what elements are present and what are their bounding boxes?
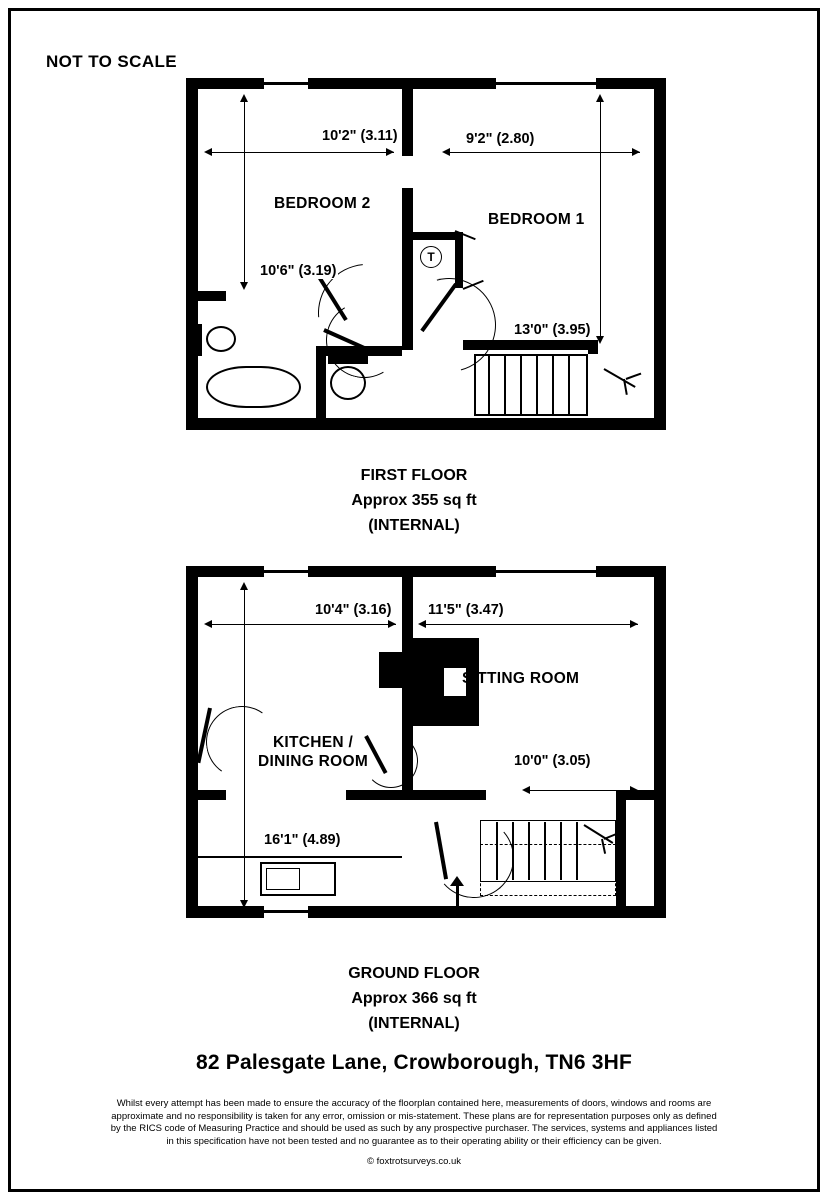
window-top-2-g xyxy=(496,570,596,573)
basin-pedestal xyxy=(192,324,202,356)
not-to-scale-label: NOT TO SCALE xyxy=(46,52,178,71)
wall-right-g xyxy=(654,566,666,918)
dim-line-h-2 xyxy=(444,152,640,153)
dim-label-11-5: 11'5" (3.47) xyxy=(428,602,504,618)
room-label-kitchen-line1: KITCHEN / xyxy=(272,734,354,751)
staircase xyxy=(474,354,588,416)
wall-right xyxy=(654,78,666,430)
wall-bottom-left-g xyxy=(186,906,264,918)
first-floor-internal: (INTERNAL) xyxy=(368,517,460,534)
dim-arrowhead-bot-g1 xyxy=(240,900,248,908)
wall-internal-vertical-2 xyxy=(402,188,413,278)
dim-label-16-1: 16'1" (4.89) xyxy=(264,832,341,848)
stair-step xyxy=(568,356,570,414)
dim-arrowhead-left-2 xyxy=(442,148,450,156)
dim-label-10-6: 10'6" (3.19) xyxy=(260,263,337,279)
dim-arrowhead-right-g1 xyxy=(388,620,396,628)
ground-floor-name: GROUND FLOOR xyxy=(348,965,480,982)
room-label-sitting-room: SITTING ROOM xyxy=(462,670,580,687)
understairs-cupboard xyxy=(480,844,616,896)
basin-fitting xyxy=(206,326,236,352)
dim-label-10-4: 10'4" (3.16) xyxy=(315,602,392,618)
website-credit: © foxtrotsurveys.co.uk xyxy=(366,1156,462,1167)
wall-hall-div xyxy=(346,790,486,800)
stair-step xyxy=(520,356,522,414)
first-floor-plan xyxy=(186,78,666,430)
dim-label-13-0: 13'0" (3.95) xyxy=(514,322,591,338)
dim-arrowhead-top-g1 xyxy=(240,582,248,590)
dim-line-h-1 xyxy=(206,152,394,153)
dim-line-v-g1 xyxy=(244,584,245,906)
wall-hall-left xyxy=(186,790,226,800)
thermostat-icon: T xyxy=(420,246,442,268)
dim-arrowhead-right-g3 xyxy=(630,786,638,794)
dim-line-v-1 xyxy=(244,96,245,288)
wall-bottom-right-g xyxy=(486,906,666,918)
wall-hall-vert xyxy=(616,790,626,906)
room-label-bedroom-1: BEDROOM 1 xyxy=(488,211,585,228)
dim-label-10-2: 10'2" (3.11) xyxy=(322,128,398,144)
disclaimer-line-2: approximate and no responsibility is taken for any error, omission or mis-statement. These plans are for representation purposes only as defined xyxy=(111,1110,717,1122)
dim-arrowhead-right-1 xyxy=(386,148,394,156)
stair-arrow-head-a xyxy=(626,373,642,380)
dim-label-9-2: 9'2" (2.80) xyxy=(466,131,535,147)
window-top-1-g xyxy=(264,570,308,573)
room-label-bedroom-2: BEDROOM 2 xyxy=(274,195,371,212)
dim-arrowhead-top-2 xyxy=(596,94,604,102)
first-floor-area: Approx 355 sq ft xyxy=(351,492,477,509)
dim-line-h-g2 xyxy=(420,624,638,625)
first-floor-caption xyxy=(0,463,828,538)
dim-arrowhead-top-1 xyxy=(240,94,248,102)
wall-left xyxy=(186,78,198,430)
chimney-extension xyxy=(379,652,415,688)
wall-bathroom-top xyxy=(186,291,226,301)
disclaimer-line-1: Whilst every attempt has been made to ensure the accuracy of the floorplan contained here, measurements of doors, windows and rooms are xyxy=(116,1098,712,1109)
dim-label-10-0: 10'0" (3.05) xyxy=(514,753,591,769)
room-label-kitchen-dining xyxy=(258,733,368,771)
dim-arrowhead-left-g3 xyxy=(522,786,530,794)
property-address: 82 Palesgate Lane, Crowborough, TN6 3HF xyxy=(195,1051,633,1074)
ground-floor-area: Approx 366 sq ft xyxy=(351,990,477,1007)
ground-floor-internal: (INTERNAL) xyxy=(368,1015,460,1032)
dim-line-h-g1 xyxy=(206,624,396,625)
dim-arrowhead-right-g2 xyxy=(630,620,638,628)
bath-fitting xyxy=(206,366,301,408)
disclaimer xyxy=(60,1098,768,1148)
dim-arrowhead-bot-1 xyxy=(240,282,248,290)
kitchen-worktop xyxy=(198,856,402,858)
stair-step xyxy=(488,356,490,414)
dim-line-v-2 xyxy=(600,96,601,342)
dim-line-h-g3 xyxy=(524,790,638,791)
first-floor-name: FIRST FLOOR xyxy=(360,467,468,484)
disclaimer-line-4: in this specification have not been tested and no guarantee as to their operating ability or their efficiency can be given. xyxy=(166,1135,662,1147)
wall-bottom-mid-g xyxy=(308,906,486,918)
window-top-1 xyxy=(264,82,308,85)
wall-internal-vertical xyxy=(402,78,413,156)
wall-bathroom-right xyxy=(316,346,326,418)
dim-arrowhead-left-g2 xyxy=(418,620,426,628)
stair-step xyxy=(504,356,506,414)
dim-arrowhead-left-1 xyxy=(204,148,212,156)
ground-floor-caption xyxy=(0,961,828,1036)
door-sitting-room xyxy=(364,734,418,788)
room-label-kitchen-line2: DINING ROOM xyxy=(258,753,369,770)
window-top-2 xyxy=(496,82,596,85)
disclaimer-line-3: by the RICS code of Measuring Practice and should be used as such by any prospective purchaser. The services, systems and appliances listed xyxy=(110,1123,718,1134)
dim-arrowhead-right-2 xyxy=(632,148,640,156)
wall-bottom xyxy=(186,418,666,430)
dim-arrowhead-left-g1 xyxy=(204,620,212,628)
window-bottom-1-g xyxy=(264,910,308,913)
wall-left-g xyxy=(186,566,198,918)
dim-arrowhead-bot-2 xyxy=(596,336,604,344)
kitchen-sink-bowl xyxy=(266,868,300,890)
stair-step xyxy=(536,356,538,414)
stair-step xyxy=(552,356,554,414)
